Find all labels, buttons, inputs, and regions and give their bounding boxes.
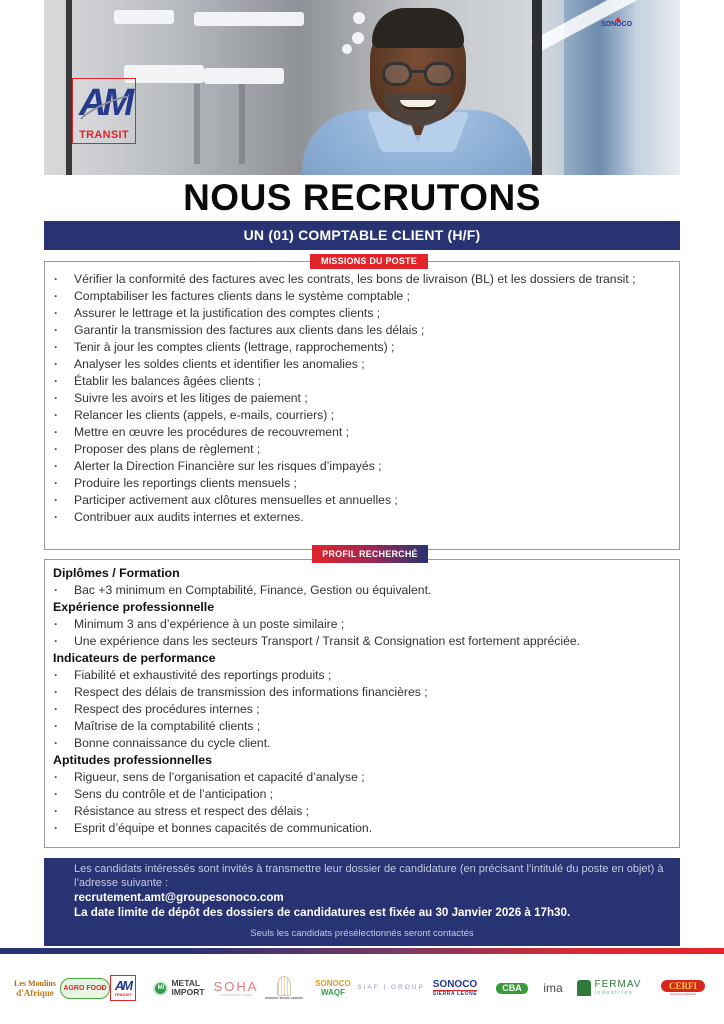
profile-box [44,559,680,848]
background-pillar [239,84,245,164]
logo-text: SONOCO [432,978,478,990]
logo-text: CONSTRUCTIONS [219,992,253,997]
background-pillar [194,84,200,164]
application-info-box [44,858,680,946]
cba-logo [492,970,532,1006]
list-item: · Comptabiliser les factures clients dans le système comptable ; [45,288,677,305]
list-item: · Suivre les avoirs et les litiges de paiement ; [45,390,677,407]
list-item: · Établir les balances âgées clients ; [45,373,677,390]
logo-text: CERFI [661,980,705,992]
moulins-dafrique-logo [10,970,60,1006]
ceiling-light [194,12,304,26]
missions-section-tag: MISSIONS DU POSTE [310,254,428,269]
am-transit-logo [72,78,136,144]
missions-list [45,271,677,526]
logo-text: METAL [171,978,201,988]
section-heading: Aptitudes professionnelles [53,753,213,767]
siaf-group-logo [357,970,425,1006]
list-item: · Résistance au stress et respect des délais ; [53,803,673,820]
list-item: · Sens du contrôle et de l’anticipation ; [53,786,673,803]
list-item: · Participer activement aux clôtures mensuelles et annuelles ; [45,492,677,509]
list-item: · Relancer les clients (appels, e-mails, courriers) ; [45,407,677,424]
shortlist-note: Seuls les candidats présélectionnés seront contactés [250,928,474,939]
list-item: · Assurer le lettrage et la justification des comptes clients ; [45,305,677,322]
logo-text: AM [114,978,132,993]
am-transit-footer-logo [110,975,136,1001]
logo-text: WAQF [321,988,345,997]
metal-import-logo [148,970,210,1006]
contact-email-link[interactable]: recrutement.amt@groupesonoco.com [74,891,284,904]
logo-text: ima [543,981,563,995]
list-item: · Maîtrise de la comptabilité clients ; [53,718,673,735]
list-item: · Fiabilité et exhaustivité des reportings produits ; [53,667,673,684]
list-item: · Vérifier la conformité des factures avec les contrats, les bons de livraison (BL) et les dossiers de transit ; [45,271,677,288]
list-item: · Mettre en œuvre les procédures de recouvrement ; [45,424,677,441]
logo-text: SONOCO [315,979,351,988]
sonoco-logo: SONOCO [601,21,633,28]
list-item: · Rigueur, sens de l’organisation et capacité d’analyse ; [53,769,673,786]
application-instructions: Les candidats intéressés sont invités à transmettre leur dossier de candidature (en précisant l’intitulé du poste en objet) à l’adresse suivante : [74,863,664,889]
logo-text: Les Moulins [13,978,56,988]
application-deadline: La date limite de dépôt des dossiers de candidatures est fixée au 30 Janvier 2026 à 17h30. [74,906,571,919]
list-item: · Garantir la transmission des factures aux clients dans les délais ; [45,322,677,339]
list-item: · Analyser les soldes clients et identifier les anomalies ; [45,356,677,373]
list-item: · Respect des procédures internes ; [53,701,673,718]
list-item: · Produire les reportings clients mensuels ; [45,475,677,492]
ceiling-light [114,10,174,24]
logo-label: TRANSIT [79,129,129,141]
agro-food-logo [63,970,107,1006]
logo-text: certi-food industries [669,991,697,996]
section-heading: Indicateurs de performance [53,651,216,665]
list-item: · Bonne connaissance du cycle client. [53,735,673,752]
mi-badge-icon: MI [153,981,168,996]
list-item: · Minimum 3 ans d’expérience à un poste similaire ; [53,616,673,633]
section-heading: Expérience professionnelle [53,600,215,614]
logo-text: SIERRA LEONE [432,990,478,997]
list-item: · Esprit d’équipe et bonnes capacités de communication. [53,820,673,837]
soha-constructions-logo [213,970,259,1006]
fermav-industries-logo [576,970,642,1006]
list-item: · Alerter la Direction Financière sur les risques d’impayés ; [45,458,677,475]
smiling-man-photo [292,0,542,175]
logo-text: IMPORT [171,987,205,997]
ima-logo [538,970,568,1006]
list-item: · Respect des délais de transmission des informations financières ; [53,684,673,701]
fermav-icon [577,980,591,996]
profile-section-tag: PROFIL RECHERCHÉ [312,545,428,563]
list-item: · Tenir à jour les comptes clients (lettrage, rapprochements) ; [45,339,677,356]
cerfi-logo [656,970,710,1006]
ceiling-light [204,68,284,84]
logo-text: TRANSIT [114,992,132,997]
building-icon [277,976,291,996]
logo-text: FERMAV [594,978,642,990]
logo-text: industries [594,989,634,996]
gradient-divider [0,948,724,954]
logo-text: CBA [496,983,528,994]
group-logos-footer [0,970,724,1010]
list-item: · Une expérience dans les secteurs Transport / Transit & Consignation est fortement appréciée. [53,633,673,650]
missions-box [44,261,680,550]
list-item: · Bac +3 minimum en Comptabilité, Finance, Gestion ou équivalent. [53,582,673,599]
page-title: NOUS RECRUTONS [183,177,541,218]
logo-text: SONOCO TRADE CENTER [265,995,303,1000]
sonoco-waqf-logo [313,970,353,1006]
section-heading: Diplômes / Formation [53,566,180,580]
logo-text: SOHA [213,978,259,994]
list-item: · Proposer des plans de règlement ; [45,441,677,458]
list-item: · Contribuer aux audits internes et externes. [45,509,677,526]
sonoco-sierra-leone-logo [428,970,482,1006]
logo-text: SIAF | GROUP [357,984,425,991]
logo-text: AGRO FOOD [60,978,109,999]
logo-mark: AM [79,82,131,124]
sonoco-trade-center-logo [265,970,303,1006]
hero-photo [44,0,680,175]
logo-text: d'Afrique [16,987,54,998]
ceiling-light [124,65,204,83]
job-title-banner: UN (01) COMPTABLE CLIENT (H/F) [44,221,680,250]
